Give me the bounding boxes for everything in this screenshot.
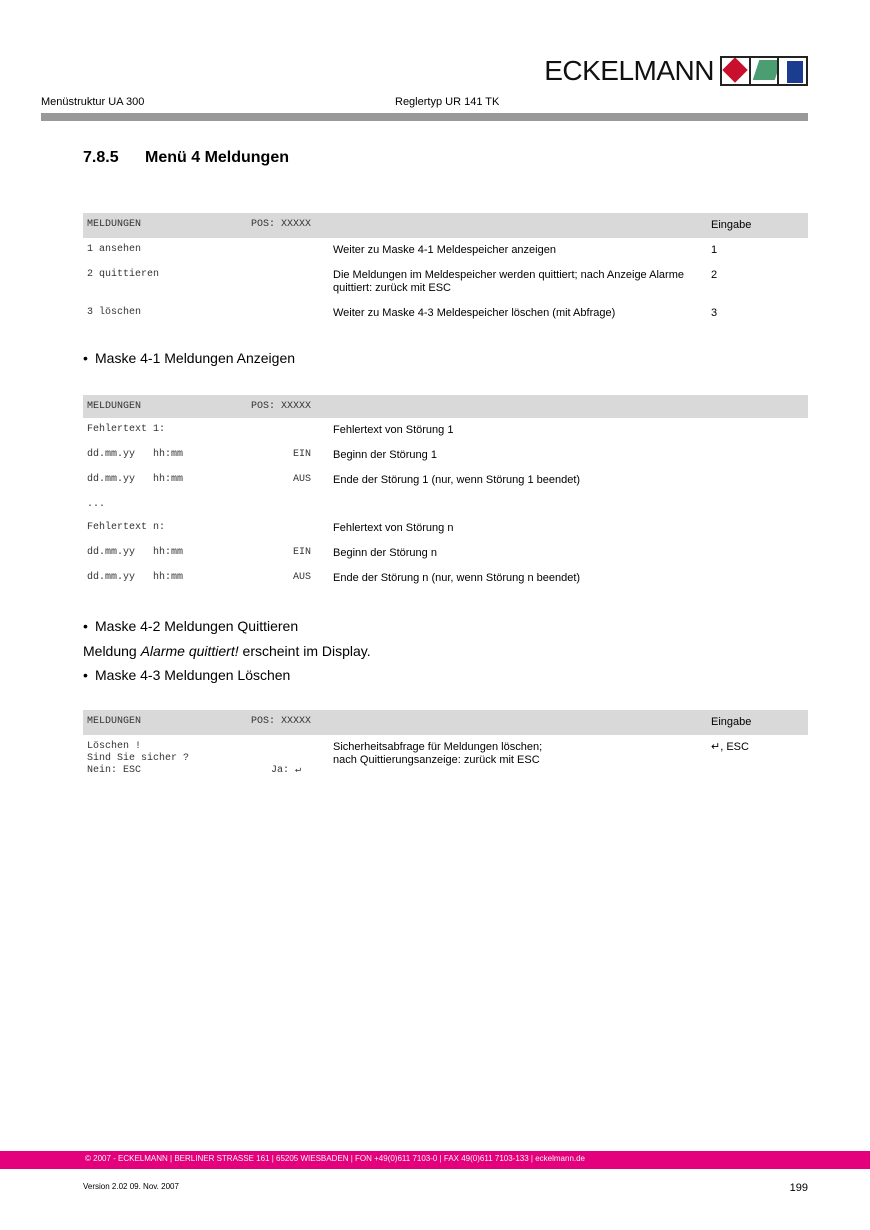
cell: dd.mm.yy hh:mm bbox=[87, 449, 184, 460]
footer-bar bbox=[0, 1151, 870, 1169]
maske-4-3-table bbox=[83, 710, 808, 783]
cell: 2 quittieren bbox=[87, 269, 160, 280]
cell bbox=[233, 418, 315, 443]
desc-line: Sicherheitsabfrage für Meldungen löschen; bbox=[333, 741, 543, 753]
table-row bbox=[83, 443, 808, 468]
table-row bbox=[83, 735, 808, 783]
cell: 3 löschen bbox=[87, 307, 142, 318]
para-text: Meldung bbox=[83, 643, 141, 659]
cell bbox=[233, 238, 315, 263]
logo-red-diamond-icon bbox=[722, 58, 751, 84]
display-line: Löschen ! bbox=[87, 741, 142, 752]
logo-mark-icon bbox=[720, 56, 808, 86]
cell: AUS bbox=[292, 474, 311, 485]
section-title bbox=[83, 149, 289, 167]
table-row bbox=[83, 301, 808, 326]
menu4-table bbox=[83, 213, 808, 326]
header-cell: MELDUNGEN bbox=[83, 710, 233, 735]
table-row bbox=[83, 516, 808, 541]
header-cell: POS: XXXXX bbox=[233, 395, 315, 418]
cell: Weiter zu Maske 4-3 Meldespeicher löschen (mit Abfrage) bbox=[333, 307, 616, 319]
table-row bbox=[83, 541, 808, 566]
bullet-text: Maske 4-2 Meldungen Quittieren bbox=[95, 618, 299, 634]
header-left: Menüstruktur UA 300 bbox=[41, 96, 145, 108]
eckelmann-logo bbox=[544, 55, 808, 87]
maske-4-1-table bbox=[83, 395, 808, 591]
cell: Ende der Störung 1 (nur, wenn Störung 1 beendet) bbox=[333, 474, 581, 486]
bullet-maske-4-1 bbox=[83, 350, 295, 366]
bullet-maske-4-3 bbox=[83, 667, 290, 683]
table-row bbox=[83, 418, 808, 443]
bullet-icon: • bbox=[83, 618, 88, 634]
display-line-left: Nein: ESC bbox=[87, 765, 142, 776]
table-row bbox=[83, 263, 808, 301]
cell: Beginn der Störung 1 bbox=[333, 449, 437, 461]
header-cell: Eingabe bbox=[709, 710, 808, 735]
logo-green-parallelogram-icon bbox=[751, 58, 780, 84]
cell: Weiter zu Maske 4-1 Meldespeicher anzeigen bbox=[333, 244, 556, 256]
version-text: Version 2.02 09. Nov. 2007 bbox=[83, 1182, 179, 1191]
header-middle: Reglertyp UR 141 TK bbox=[395, 96, 500, 108]
cell: 1 ansehen bbox=[87, 244, 142, 255]
cell: dd.mm.yy hh:mm bbox=[87, 474, 184, 485]
cell: Ende der Störung n (nur, wenn Störung n beendet) bbox=[333, 572, 581, 584]
cell bbox=[233, 493, 315, 516]
table-row bbox=[83, 493, 808, 516]
cell: 2 bbox=[711, 269, 718, 281]
cell bbox=[233, 301, 315, 326]
cell: EIN bbox=[292, 449, 311, 460]
bullet-text: Maske 4-3 Meldungen Löschen bbox=[95, 667, 291, 683]
logo-blue-block-icon bbox=[779, 58, 806, 84]
header-cell: POS: XXXXX bbox=[233, 213, 315, 238]
cell: Die Meldungen im Meldespeicher werden quittiert; nach Anzeige Alarme quittiert: zurück mit ESC bbox=[333, 269, 684, 294]
table-header-row bbox=[83, 213, 808, 238]
footer-bar-text: © 2007 - ECKELMANN | BERLINER STRASSE 161 | 65205 WIESBADEN | FON +49(0)611 7103-0 | FAX 49(0)611 7103-133 | eckelmann.de bbox=[85, 1154, 586, 1163]
cell bbox=[315, 735, 709, 783]
cell: Fehlertext 1: bbox=[87, 424, 166, 435]
header-cell bbox=[315, 213, 709, 238]
page-number: 199 bbox=[789, 1182, 808, 1194]
cell bbox=[233, 516, 315, 541]
cell: dd.mm.yy hh:mm bbox=[87, 547, 184, 558]
cell: 1 bbox=[711, 244, 718, 256]
paragraph-alarme-quittiert bbox=[83, 643, 371, 659]
section-number: 7.8.5 bbox=[83, 149, 119, 166]
cell bbox=[315, 493, 709, 516]
table-header-row bbox=[83, 710, 808, 735]
display-line-right: Ja: ↵ bbox=[270, 765, 301, 776]
header-cell bbox=[315, 710, 709, 735]
cell: Fehlertext von Störung 1 bbox=[333, 424, 454, 436]
cell: 3 bbox=[711, 307, 718, 319]
table-row bbox=[83, 566, 808, 591]
table-header-row bbox=[83, 395, 808, 418]
para-italic: Alarme quittiert! bbox=[140, 643, 239, 659]
cell: Fehlertext von Störung n bbox=[333, 522, 454, 534]
cell: AUS bbox=[292, 572, 311, 583]
bullet-icon: • bbox=[83, 350, 88, 366]
header-cell: POS: XXXXX bbox=[233, 710, 315, 735]
cell: Fehlertext n: bbox=[87, 522, 166, 533]
cell bbox=[233, 263, 315, 301]
display-line: Sind Sie sicher ? bbox=[87, 753, 190, 764]
table-row bbox=[83, 468, 808, 493]
para-text: erscheint im Display. bbox=[238, 643, 371, 659]
cell: Beginn der Störung n bbox=[333, 547, 437, 559]
header-cell: Eingabe bbox=[709, 213, 808, 238]
cell: EIN bbox=[292, 547, 311, 558]
header-cell: MELDUNGEN bbox=[83, 395, 233, 418]
bullet-icon: • bbox=[83, 667, 88, 683]
cell: dd.mm.yy hh:mm bbox=[87, 572, 184, 583]
table-row bbox=[83, 238, 808, 263]
header-cell bbox=[315, 395, 709, 418]
cell: ↵, ESC bbox=[711, 741, 749, 753]
section-title-text: Menü 4 Meldungen bbox=[145, 149, 289, 166]
bullet-maske-4-2 bbox=[83, 618, 298, 634]
header-divider bbox=[41, 113, 808, 121]
header-cell: MELDUNGEN bbox=[83, 213, 233, 238]
header-cell bbox=[709, 395, 808, 418]
logo-text: ECKELMANN bbox=[544, 55, 714, 86]
desc-line: nach Quittierungsanzeige: zurück mit ESC bbox=[333, 754, 540, 766]
display-mockup bbox=[83, 735, 315, 783]
bullet-text: Maske 4-1 Meldungen Anzeigen bbox=[95, 350, 296, 366]
cell: ... bbox=[87, 499, 106, 510]
